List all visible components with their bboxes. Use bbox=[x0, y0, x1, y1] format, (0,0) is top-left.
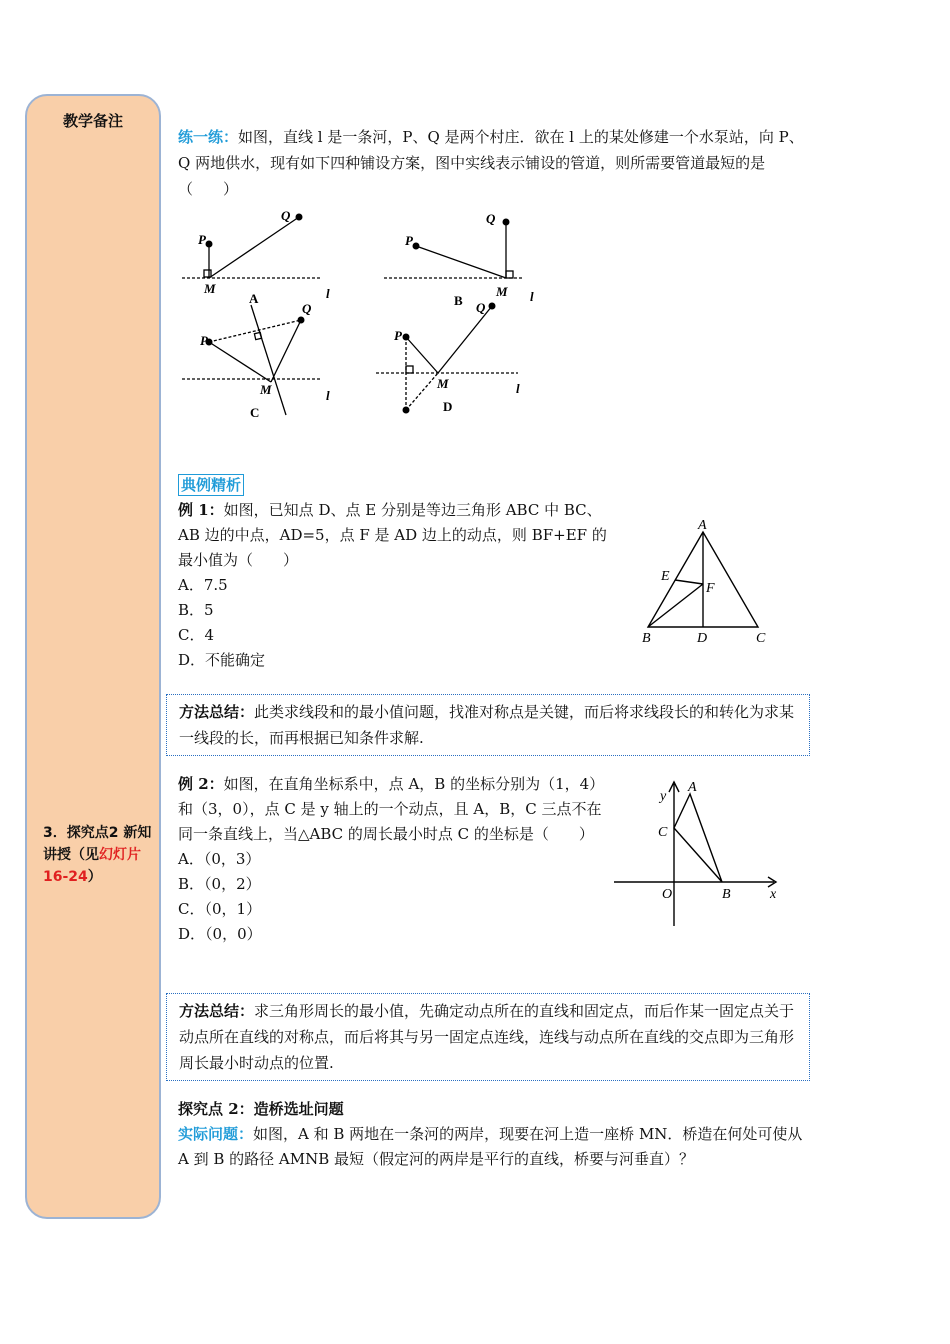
example2-option-a: A．（0，3） bbox=[178, 850, 261, 868]
option-label-a: A bbox=[249, 291, 259, 306]
option-label-b: B bbox=[454, 293, 463, 308]
example2-block bbox=[178, 772, 602, 947]
label-p-a: P bbox=[198, 232, 206, 247]
example1-figure bbox=[630, 512, 780, 652]
ex1-label-a: A bbox=[698, 518, 707, 533]
pipe-pm-d bbox=[406, 337, 438, 373]
label-q-b: Q bbox=[486, 211, 496, 226]
ex1-label-c: C bbox=[756, 631, 766, 646]
option-label-d: D bbox=[443, 399, 453, 414]
example1-text: 如图，已知点 D、点 E 分别是等边三角形 ABC 中 BC、AB 边的中点，AD=5，点 F 是 AD 边上的动点，则 BF+EF 的最小值为（ ） bbox=[178, 501, 607, 569]
right-angle-b bbox=[506, 271, 513, 278]
explore-label: 实际问题： bbox=[178, 1125, 254, 1143]
sidebar-note-suffix: ） bbox=[87, 869, 102, 885]
sidebar-note-prefix: 3．探究点2 新知讲授（见 bbox=[43, 825, 152, 863]
example2-label: 例 2： bbox=[178, 775, 224, 793]
pipe-qm-c bbox=[271, 320, 301, 382]
pipe-pm-b bbox=[416, 246, 506, 278]
ex1-label-f: F bbox=[706, 581, 715, 596]
label-l-d: l bbox=[516, 381, 520, 396]
example2-option-c: C．（0，1） bbox=[178, 900, 262, 918]
label-q-d: Q bbox=[476, 300, 486, 315]
practice-text: 如图，直线 l 是一条河，P、Q 是两个村庄．欲在 l 上的某处修建一个水泵站，向 P、Q 两地供水，现有如下四种铺设方案，图中实线表示铺设的管道，则所需要管道最短的是（ ） bbox=[178, 128, 804, 198]
right-angle-a bbox=[204, 270, 211, 277]
summary1-label: 方法总结： bbox=[179, 703, 255, 721]
ex2-label-x: x bbox=[770, 887, 777, 902]
ex2-label-a: A bbox=[688, 780, 697, 795]
ex1-label-e: E bbox=[661, 569, 670, 584]
sidebar-note-slides: 幻灯片16-24 bbox=[43, 847, 141, 885]
explore-title: 探究点 2：造桥选址问题 bbox=[178, 1100, 344, 1118]
label-l-a: l bbox=[326, 286, 330, 301]
option-label-c: C bbox=[250, 405, 260, 420]
label-m-d: M bbox=[437, 376, 449, 391]
teaching-notes-sidebar bbox=[25, 94, 161, 1219]
example1-option-c: C．4 bbox=[178, 626, 215, 644]
summary2-text: 求三角形周长的最小值，先确定动点所在的直线和固定点，而后作某一固定点关于动点所在直线的对称点，而后将其与另一固定点连线，连线与动点所在直线的交点即为三角形周长最小时动点的位置. bbox=[179, 1002, 795, 1072]
pipe-pm-c bbox=[209, 342, 271, 382]
summary1-text: 此类求线段和的最小值问题，找准对称点是关键，而后将求线段长的和转化为求某一线段的长，而再根据已知条件求解. bbox=[179, 703, 795, 747]
ex1-label-b: B bbox=[642, 631, 651, 646]
label-p-c: P bbox=[200, 333, 208, 348]
segment-bf bbox=[648, 584, 703, 627]
section-header-text: 典例精析 bbox=[178, 474, 244, 496]
practice-figures bbox=[176, 200, 536, 430]
triangle-abc-2 bbox=[674, 794, 722, 882]
example1-option-a: A．7.5 bbox=[178, 576, 228, 594]
label-q-c: Q bbox=[302, 301, 312, 316]
summary2-label: 方法总结： bbox=[179, 1002, 255, 1020]
example1-label: 例 1： bbox=[178, 501, 224, 519]
explore-text: 如图，A 和 B 两地在一条河的两岸，现要在河上造一座桥 MN．桥造在何处可使从 A 到 B 的路径 AMNB 最短（假定河的两岸是平行的直线，桥要与河垂直）？ bbox=[178, 1125, 803, 1168]
pipe-mq-a bbox=[209, 217, 299, 278]
sidebar-note bbox=[43, 822, 155, 888]
label-q-a: Q bbox=[281, 208, 291, 223]
explore-block bbox=[178, 1097, 810, 1172]
example1-option-d: D．不能确定 bbox=[178, 651, 266, 669]
example1-option-b: B．5 bbox=[178, 601, 214, 619]
pipe-mq-d bbox=[438, 306, 492, 373]
right-angle-d bbox=[406, 366, 413, 373]
label-p-b: P bbox=[405, 233, 413, 248]
segment-ef bbox=[675, 580, 703, 584]
summary2-box bbox=[166, 993, 810, 1081]
ex2-label-o: O bbox=[662, 887, 673, 902]
sidebar-title: 教学备注 bbox=[62, 112, 123, 130]
example2-option-b: B．（0，2） bbox=[178, 875, 261, 893]
summary1-box bbox=[166, 694, 810, 756]
ex2-label-y: y bbox=[660, 789, 667, 804]
label-m-b: M bbox=[496, 284, 508, 299]
section-header bbox=[178, 474, 244, 496]
example1-block bbox=[178, 498, 616, 673]
label-l-c: l bbox=[326, 388, 330, 403]
perpendicular-bisector-c bbox=[251, 305, 286, 415]
label-l-b: l bbox=[530, 289, 534, 304]
label-p-d: P bbox=[394, 328, 402, 343]
reflected-segment-d bbox=[406, 373, 438, 410]
ex2-label-c: C bbox=[658, 825, 668, 840]
ex2-label-b: B bbox=[722, 887, 731, 902]
ex1-label-d: D bbox=[697, 631, 708, 646]
example2-option-d: D．（0，0） bbox=[178, 925, 262, 943]
practice-label: 练一练： bbox=[178, 128, 239, 146]
label-m-a: M bbox=[204, 281, 216, 296]
example2-text: 如图，在直角坐标系中，点 A，B 的坐标分别为（1，4）和（3，0），点 C 是 y 轴上的一个动点，且 A，B，C 三点不在同一条直线上，当△ABC 的周长最小时点 C 的坐标是（ ） bbox=[178, 775, 602, 843]
example2-figure bbox=[610, 776, 790, 932]
practice-block bbox=[178, 124, 810, 202]
right-angle-c bbox=[254, 332, 261, 339]
label-m-c: M bbox=[260, 382, 272, 397]
